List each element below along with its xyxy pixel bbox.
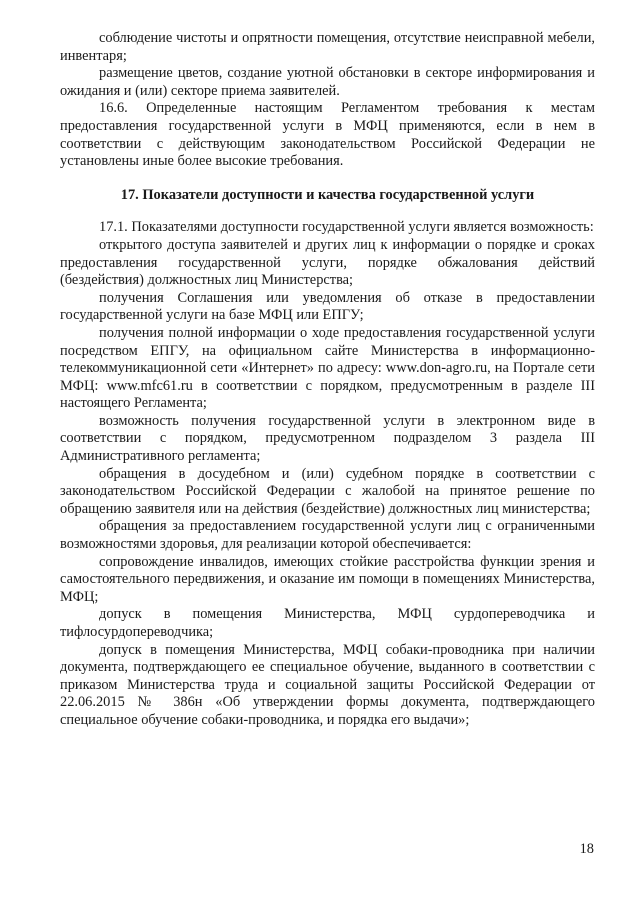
paragraph-appeal: обращения в досудебном и (или) судебном порядке в соответствии с законодательством Российской Федерации с жалобой на принятое решение по обращению заявителя или на действия (бездействие) должностных лиц министерства; xyxy=(60,465,595,517)
paragraph-electronic: возможность получения государственной услуги в электронном виде в соответствии с порядком, предусмотренном подразделом 3 раздела III Административного регламента; xyxy=(60,412,595,465)
paragraph-flowers: размещение цветов, создание уютной обстановки в секторе информирования и ожидания и (или) секторе приема заявителей. xyxy=(60,65,595,99)
paragraph-escort: сопровождение инвалидов, имеющих стойкие расстройства функции зрения и самостоятельного передвижения, и оказание им помощи в помещениях Министерства, МФЦ; xyxy=(60,553,595,605)
paragraph-agreement: получения Соглашения или уведомления об отказе в предоставлении государственной услуги на базе МФЦ или ЕПГУ; xyxy=(60,289,595,324)
paragraph-cleanliness: соблюдение чистоты и опрятности помещения, отсутствие неисправной мебели, инвентаря; xyxy=(60,30,595,64)
paragraph-open-access: открытого доступа заявителей и других лиц к информации о порядке и сроках предоставления государственной услуги, порядке обжалования действий (бездействия) должностных лиц Министерства; xyxy=(60,236,595,289)
paragraph-17-1: 17.1. Показателями доступности государственной услуги является возможность: xyxy=(99,219,594,236)
paragraph-guide-dog: допуск в помещения Министерства, МФЦ собаки-проводника при наличии документа, подтверждающего ее специальное обучение, выданного в соответствии с приказом Министерства труда и социальной защиты Российской Федерации от 22.06.2015 № 386н «Об утверждении формы документа, подтверждающего специальное обучение собаки-проводника, и порядка его выдачи»; xyxy=(60,641,595,728)
paragraph-disabled-access: обращения за предоставлением государственной услуги лиц с ограниченными возможностями здоровья, для реализации которой обеспечивается: xyxy=(60,518,595,553)
section-heading: 17. Показатели доступности и качества государственной услуги xyxy=(120,186,535,203)
page-number: 18 xyxy=(579,841,594,857)
paragraph-interpreter: допуск в помещения Министерства, МФЦ сурдопереводчика и тифлосурдопереводчика; xyxy=(60,606,595,640)
paragraph-full-info: получения полной информации о ходе предоставления государственной услуги посредством ЕПГУ, на официальном сайте Министерства в информационно-телекоммуникационной сети «Интернет» по адресу: www.don-agro.ru, на Портале сети МФЦ: www.mfc61.ru в соответствии с порядком, предусмотренным в разделе III настоящего Регламента; xyxy=(60,324,595,412)
paragraph-16-6: 16.6. Определенные настоящим Регламентом требования к местам предоставления государственной услуги в МФЦ применяются, если в нем в соответствии с действующим законодательством Российской Федерации не установлены иные более высокие требования. xyxy=(60,100,595,170)
document-page xyxy=(60,30,595,730)
